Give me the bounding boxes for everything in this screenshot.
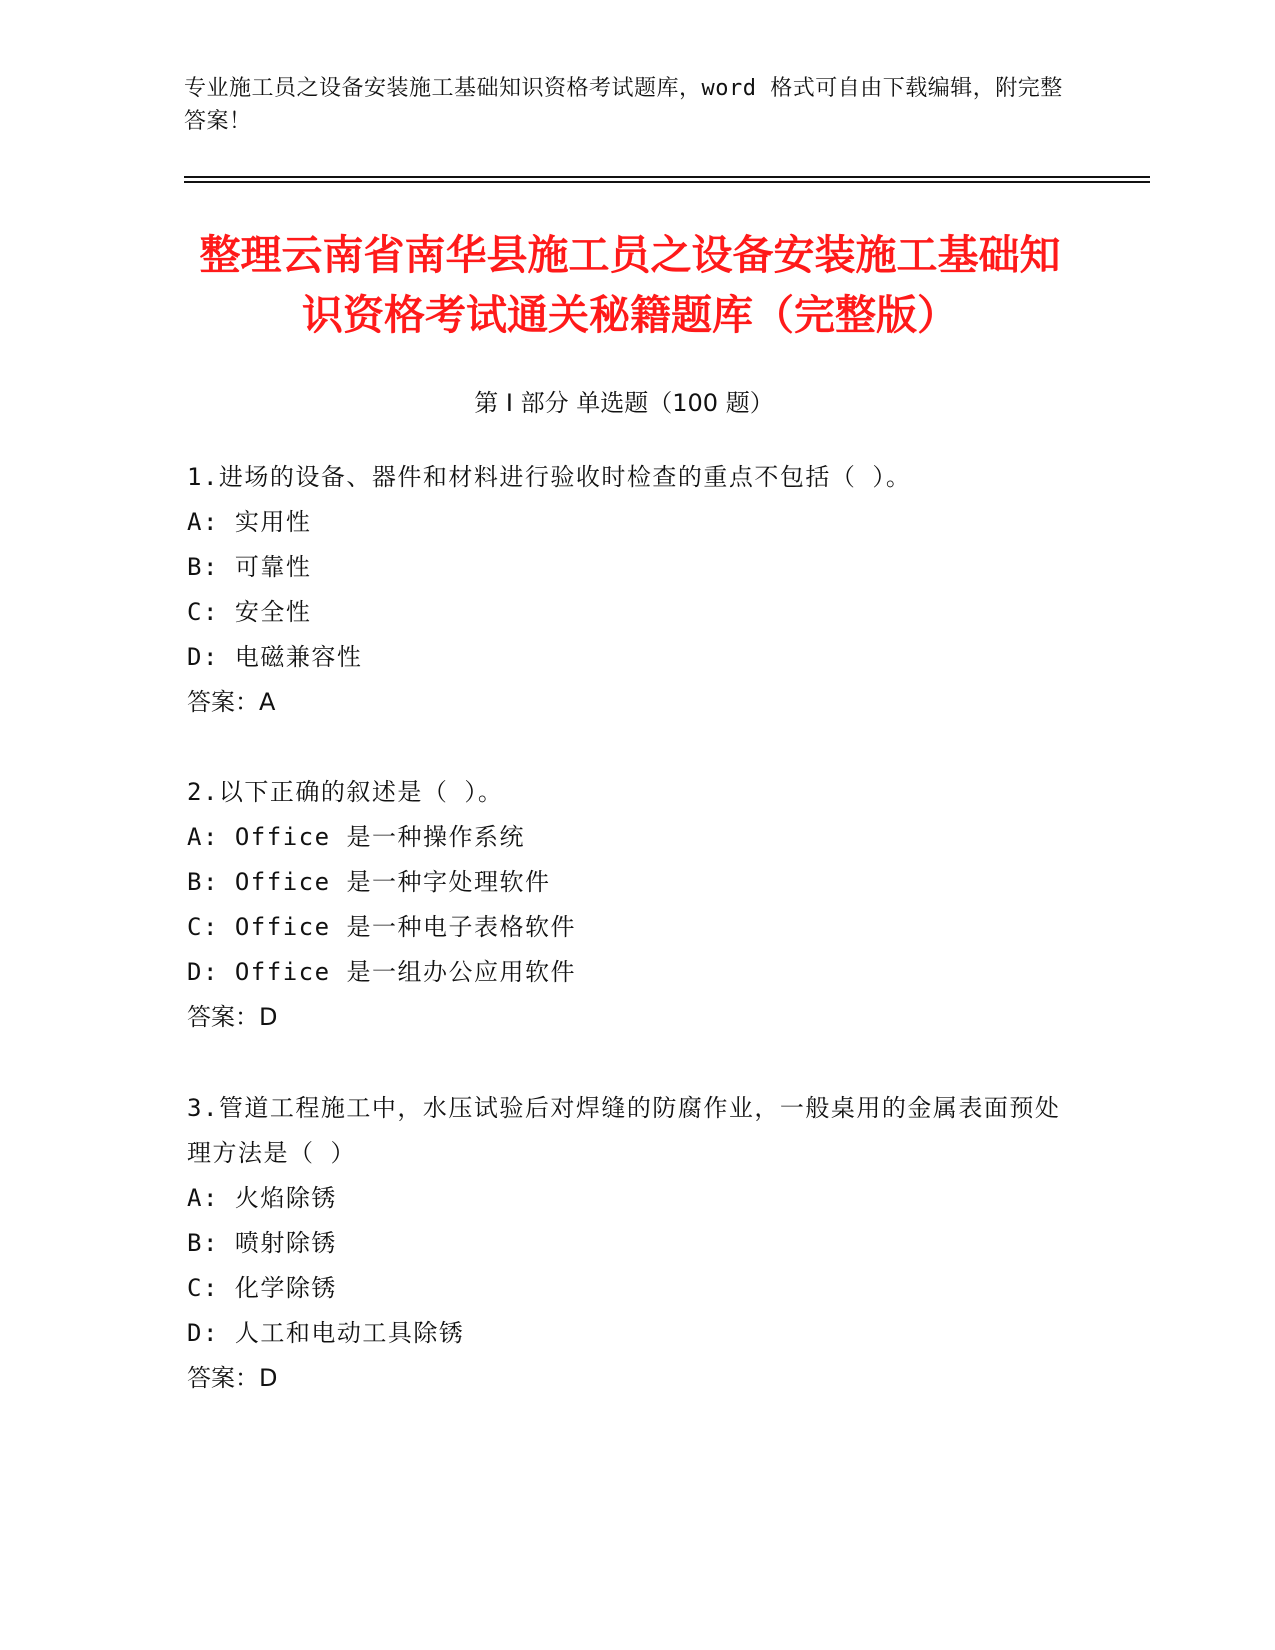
option-c: C: 化学除锈 — [187, 1274, 337, 1302]
question-stem: 2.以下正确的叙述是（ ）。 — [187, 778, 504, 806]
header-divider-top — [184, 176, 1150, 178]
answer: 答案：A — [187, 688, 276, 716]
section-title: 第 I 部分 单选题（100 题） — [474, 389, 774, 417]
question-stem: 1.进场的设备、器件和材料进行验收时检查的重点不包括（ ）。 — [187, 463, 912, 491]
question-3 — [187, 1086, 1067, 1401]
answer: 答案：D — [187, 1003, 278, 1031]
option-a: A: 实用性 — [187, 508, 312, 536]
header-note: 专业施工员之设备安装施工基础知识资格考试题库，word 格式可自由下载编辑，附完整答案！ — [184, 76, 1063, 134]
option-b: B: 可靠性 — [187, 553, 312, 581]
question-2 — [187, 770, 1067, 1040]
option-d: D: 人工和电动工具除锈 — [187, 1319, 465, 1347]
question-stem: 3.管道工程施工中，水压试验后对焊缝的防腐作业，一般桌用的金属表面预处理方法是（ ） — [187, 1094, 1061, 1167]
option-b: B: 喷射除锈 — [187, 1229, 337, 1257]
option-c: C: 安全性 — [187, 598, 312, 626]
option-d: D: 电磁兼容性 — [187, 643, 363, 671]
option-c: C: Office 是一种电子表格软件 — [187, 913, 576, 941]
header-divider-bottom — [184, 181, 1150, 183]
document-title: 整理云南省南华县施工员之设备安装施工基础知识资格考试通关秘籍题库（完整版） — [199, 231, 1061, 339]
option-b: B: Office 是一种字处理软件 — [187, 868, 551, 896]
option-d: D: Office 是一组办公应用软件 — [187, 958, 576, 986]
answer: 答案：D — [187, 1364, 278, 1392]
option-a: A: 火焰除锈 — [187, 1184, 337, 1212]
question-1 — [187, 455, 1067, 725]
option-a: A: Office 是一种操作系统 — [187, 823, 525, 851]
